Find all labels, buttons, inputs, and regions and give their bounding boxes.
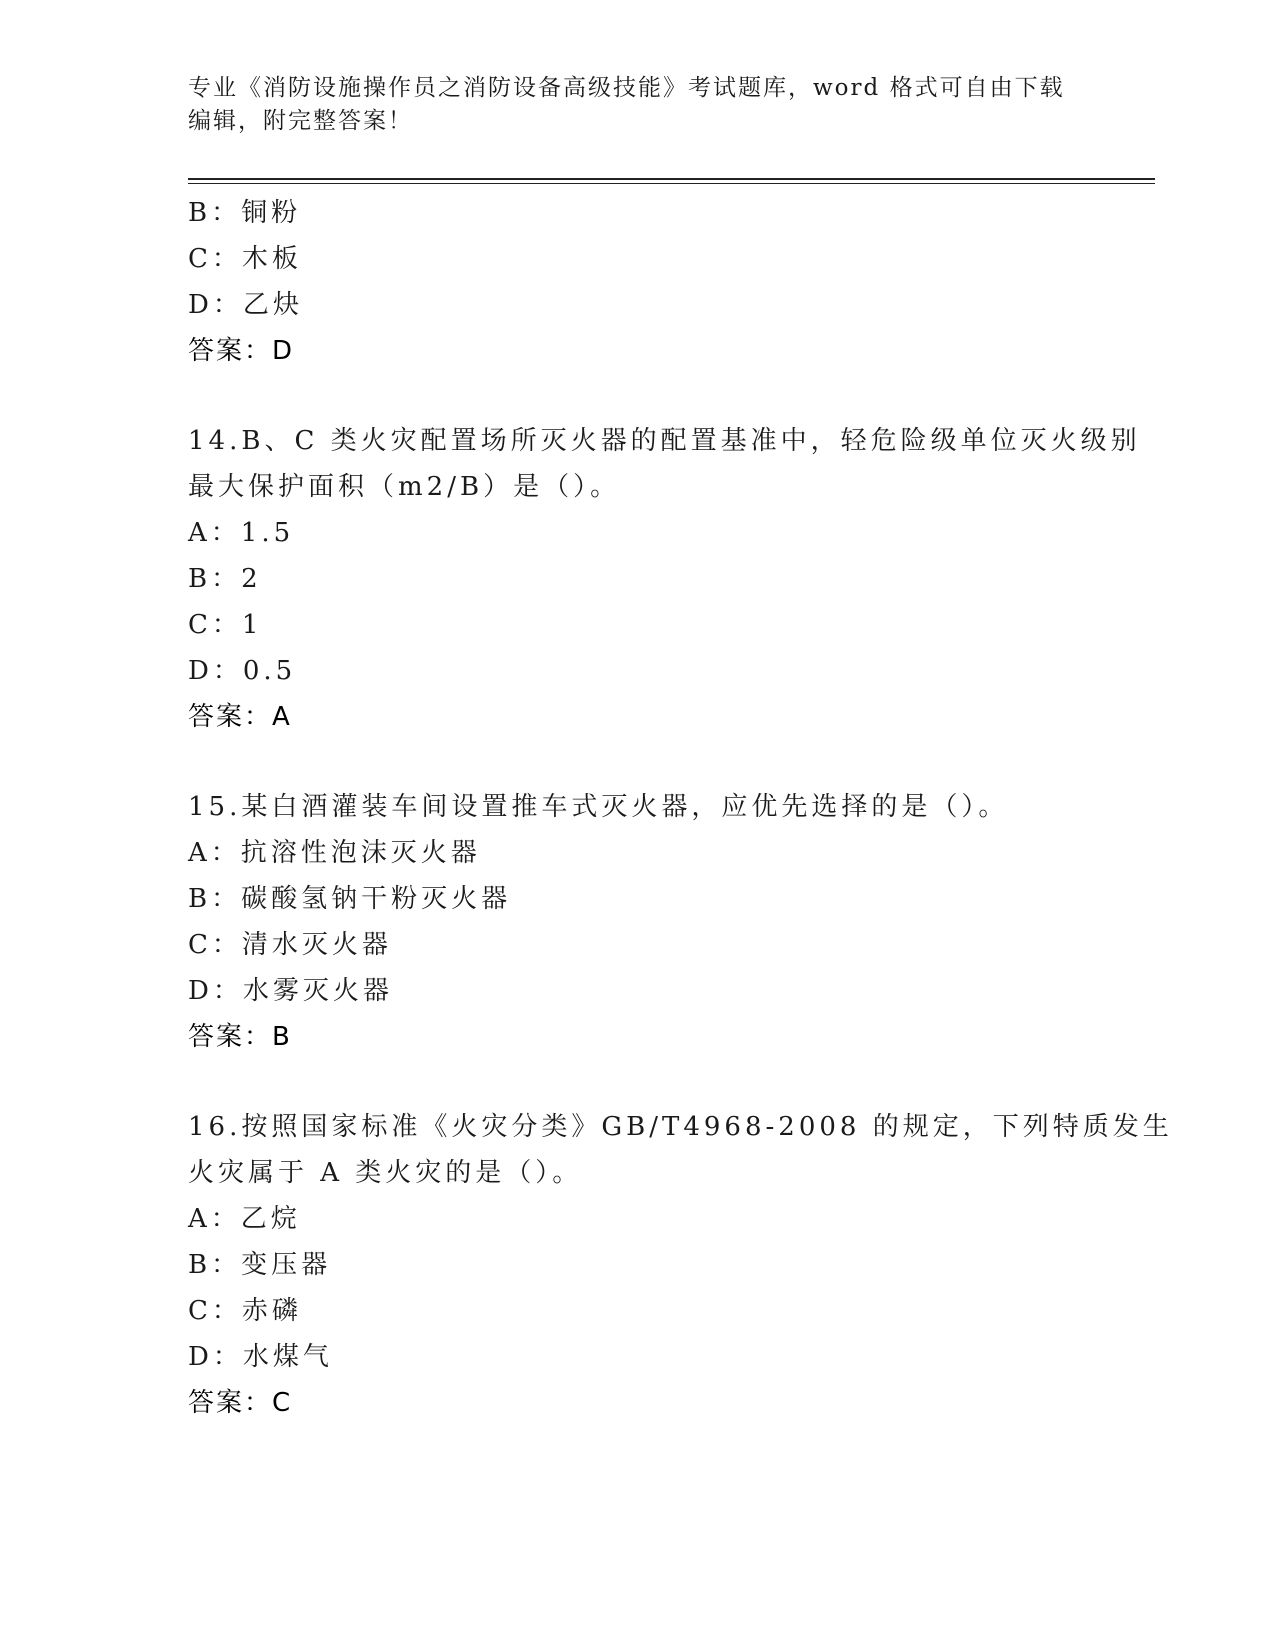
question-13 <box>188 190 1088 374</box>
answer-line: 答案：D <box>188 336 295 366</box>
spacer <box>188 1060 1088 1104</box>
option-c: C：木板 <box>188 244 302 274</box>
option-b: B：变压器 <box>188 1250 332 1280</box>
question-stem-line-2: 火灾属于 A 类火灾的是（）。 <box>188 1158 583 1188</box>
header-divider-thin <box>188 183 1155 184</box>
question-15 <box>188 784 1088 1060</box>
option-c: C：清水灭火器 <box>188 930 392 960</box>
spacer <box>188 374 1088 418</box>
option-b: B：碳酸氢钠干粉灭火器 <box>188 884 512 914</box>
option-a: A：抗溶性泡沫灭火器 <box>188 838 481 868</box>
question-16 <box>188 1104 1173 1426</box>
question-stem-line-2: 最大保护面积（m2/B）是（）。 <box>188 472 621 502</box>
option-c: C：1 <box>188 610 263 640</box>
option-a: A：乙烷 <box>188 1204 301 1234</box>
question-stem-line-1: 14.B、C 类火灾配置场所灭火器的配置基准中，轻危险级单位灭火级别 <box>188 426 1141 456</box>
question-14 <box>188 418 1141 740</box>
question-stem-line-1: 15.某白酒灌装车间设置推车式灭火器，应优先选择的是（）。 <box>188 792 1009 822</box>
answer-line: 答案：A <box>188 702 292 732</box>
spacer <box>188 740 1088 784</box>
question-stem-line-1: 16.按照国家标准《火灾分类》GB/T4968-2008 的规定，下列特质发生 <box>188 1112 1173 1142</box>
question-list <box>188 190 1173 1426</box>
answer-line: 答案：C <box>188 1388 293 1418</box>
option-d: D：水雾灭火器 <box>188 976 393 1006</box>
page-header: 专业《消防设施操作员之消防设备高级技能》考试题库，word 格式可自由下载编辑，附完整答案！ <box>188 75 1065 134</box>
option-d: D：0.5 <box>188 656 297 686</box>
header-divider-thick <box>188 178 1155 180</box>
answer-line: 答案：B <box>188 1022 292 1052</box>
option-c: C：赤磷 <box>188 1296 302 1326</box>
option-b: B：2 <box>188 564 262 594</box>
option-b: B：铜粉 <box>188 198 302 228</box>
option-d: D：乙炔 <box>188 290 303 320</box>
option-a: A：1.5 <box>188 518 295 548</box>
option-d: D：水煤气 <box>188 1342 333 1372</box>
